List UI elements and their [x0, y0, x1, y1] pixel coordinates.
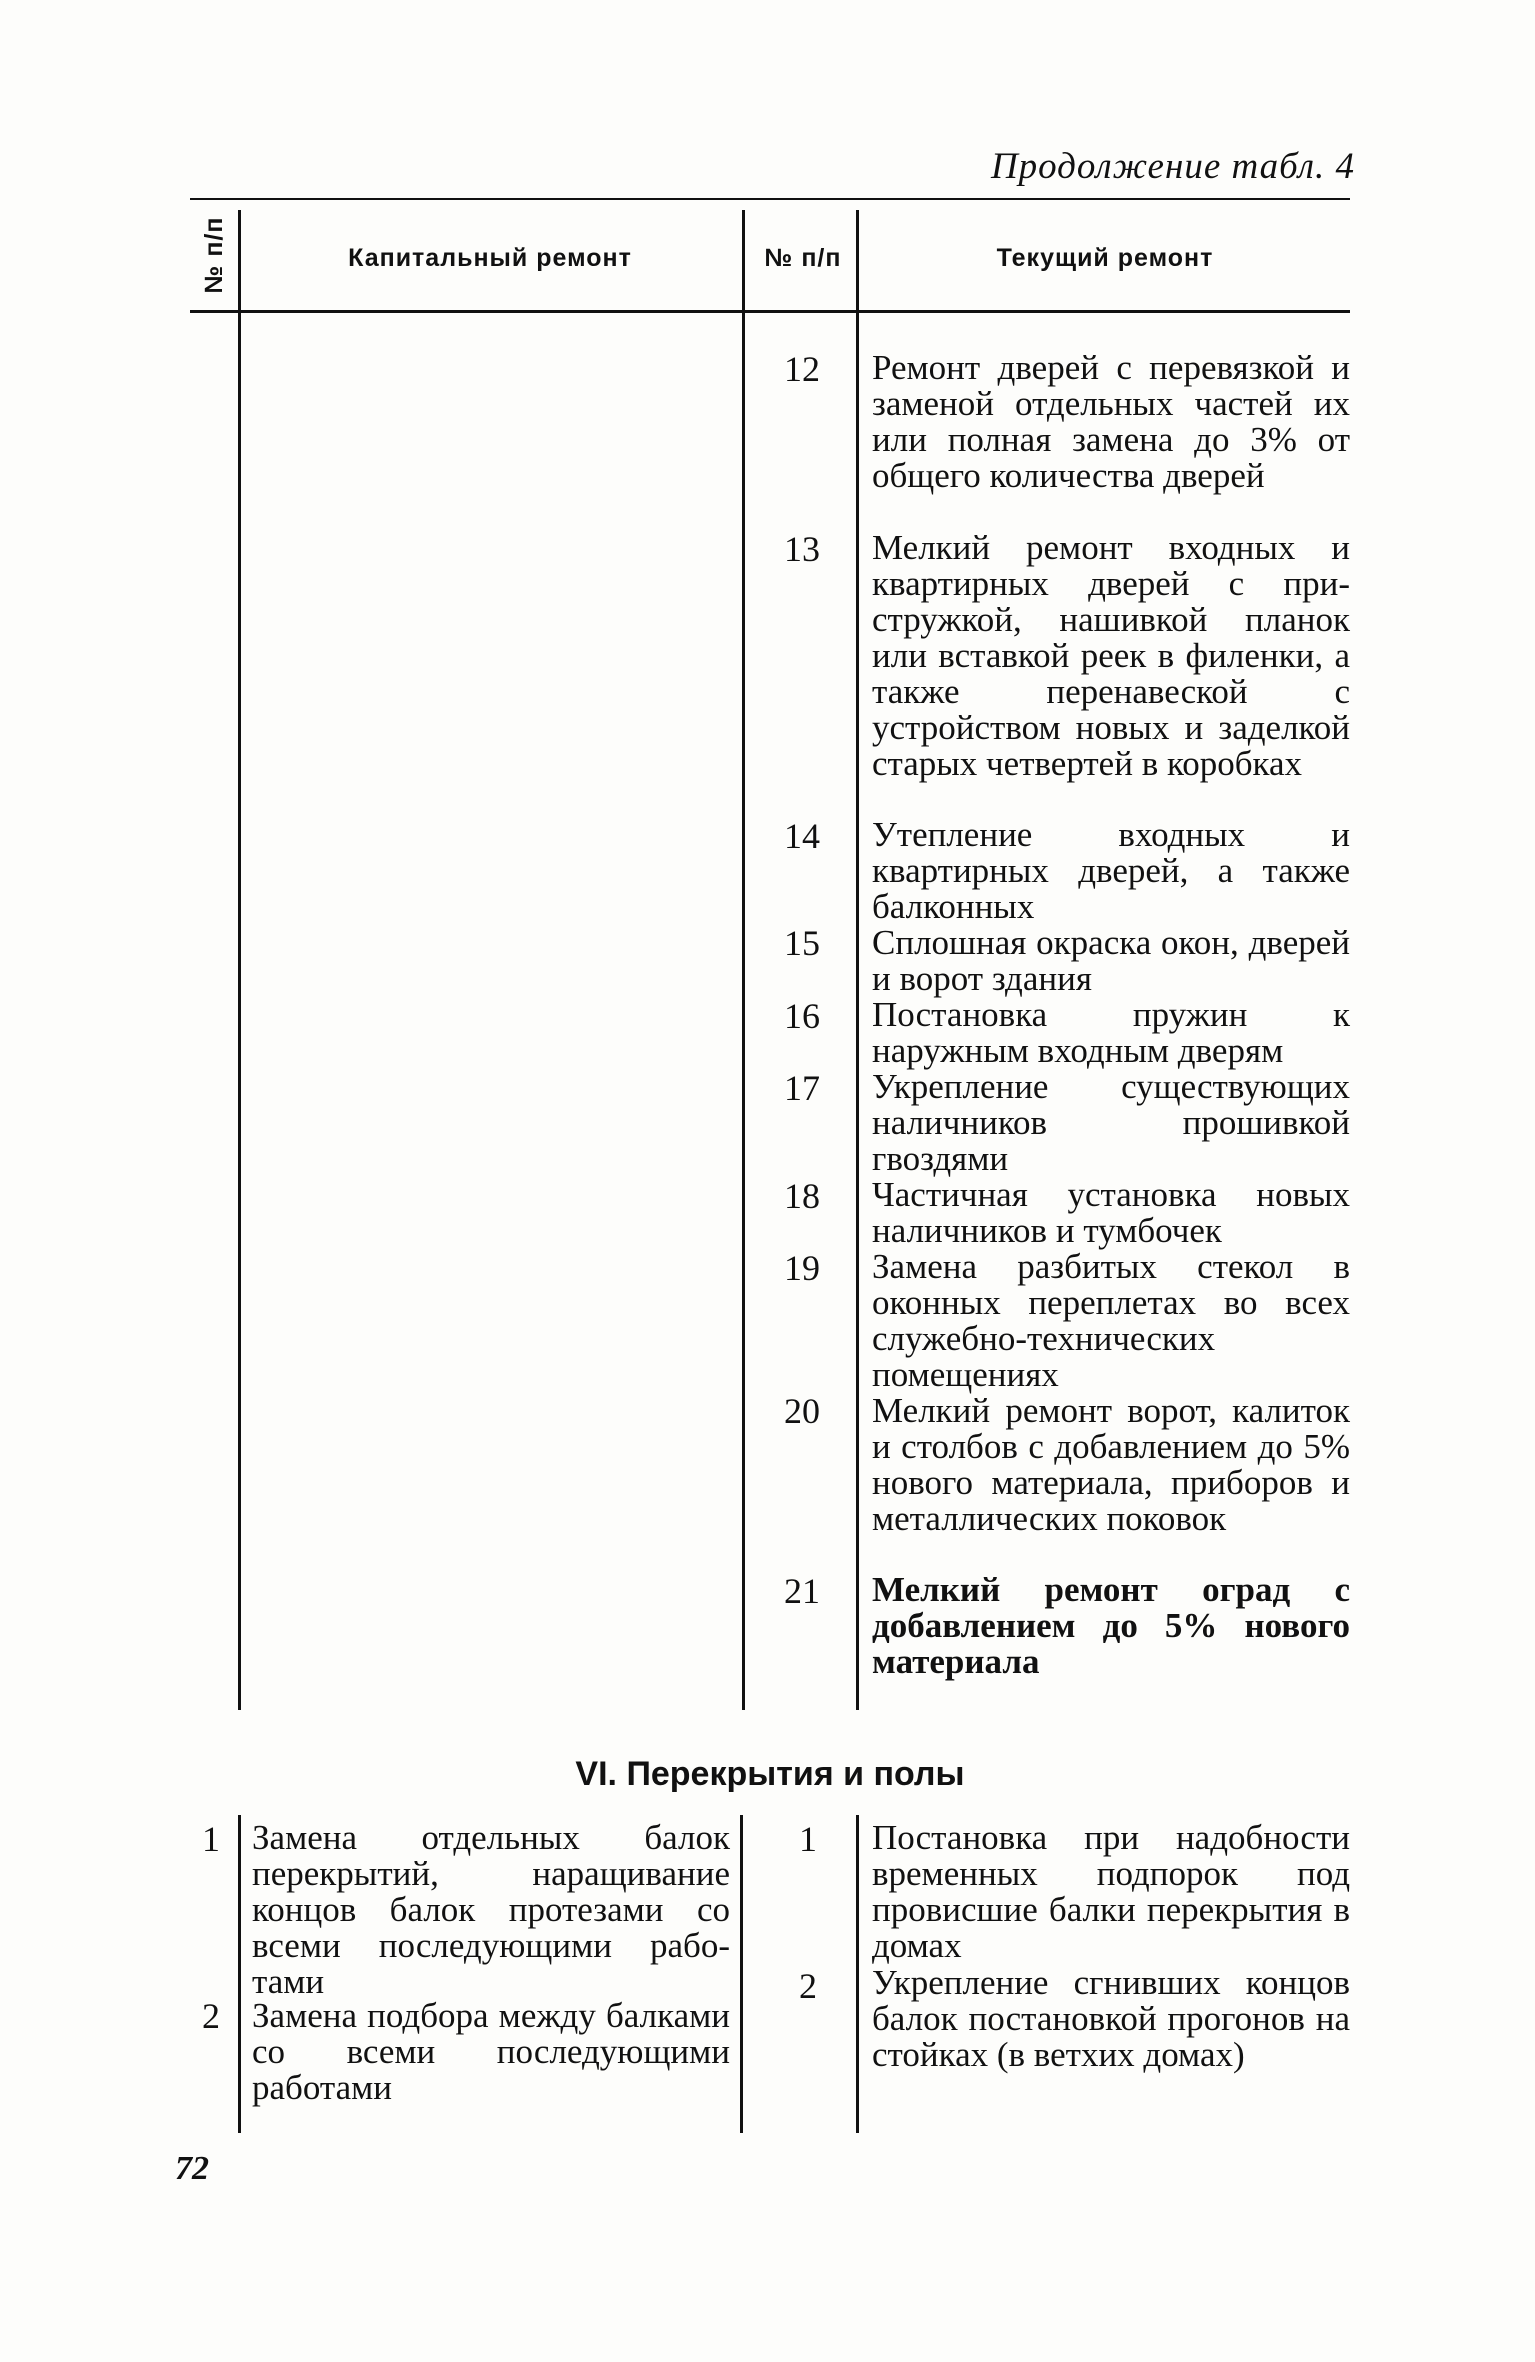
- row-text: Мелкий ремонт входных и квартирных дверей с пристружкой, нашивкой планок или вставкой реек в филенки, а также перенавеской с устройством новых и заделкой старых четвертей в коробках: [872, 528, 1350, 783]
- row-text: Замена подбора между балками со всеми последующими работами: [252, 1996, 730, 2107]
- row-number: 2: [799, 1966, 817, 2006]
- row-text: Укрепление сгнивших концов балок постановкой прогонов на стойках (в ветхих домах): [872, 1963, 1350, 2074]
- column-divider: [856, 1815, 859, 2133]
- column-divider: [740, 1815, 743, 2133]
- section-title: VI. Перекрытия и полы: [575, 1755, 965, 1793]
- row-number: 21: [784, 1571, 820, 1611]
- row-text: Мелкий ремонт ворот, калиток и столбов с добавлением до 5% нового материала, приборов и металлических поковок: [872, 1391, 1350, 1538]
- column-divider: [238, 1815, 241, 2133]
- header-num-a: № п/п: [200, 216, 228, 294]
- row-text: Мелкий ремонт оград с добавлением до 5% нового материала: [872, 1570, 1350, 1681]
- row-number: 12: [784, 349, 820, 389]
- row-number: 1: [202, 1819, 220, 1859]
- row-number: 17: [784, 1068, 820, 1108]
- header-current-repair: Текущий ремонт: [996, 244, 1214, 272]
- row-number: 20: [784, 1391, 820, 1431]
- header-bottom-rule: [190, 310, 1350, 313]
- row-text: Утепление входных и квартирных дверей, а также балконных: [872, 815, 1350, 926]
- column-divider: [856, 210, 859, 1710]
- row-number: 16: [784, 996, 820, 1036]
- page-number: 72: [175, 2150, 209, 2187]
- row-number: 18: [784, 1176, 820, 1216]
- row-text: Частичная установка новых наличников и тумбочек: [872, 1175, 1350, 1250]
- row-text: Укрепление существующих наличников прошивкой гвоздями: [872, 1067, 1350, 1178]
- row-text: Замена разбитых стекол в оконных переплетах во всех служебно-технических помещениях: [872, 1247, 1350, 1394]
- row-number: 15: [784, 923, 820, 963]
- table-caption: Продолжение табл. 4: [990, 146, 1355, 187]
- row-text: Постановка пружин к наружным входным дверям: [872, 995, 1350, 1070]
- row-number: 14: [784, 816, 820, 856]
- row-text: Замена отдельных балок перекрытий, наращивание концов балок протезами со всеми последующими работами: [252, 1818, 730, 2001]
- row-number: 2: [202, 1996, 220, 2036]
- column-divider: [238, 210, 241, 1710]
- row-text: Ремонт дверей с перевязкой и заменой отдельных частей их или полная замена до 3% от общего количества дверей: [872, 348, 1350, 495]
- row-number: 13: [784, 529, 820, 569]
- header-capital-repair: Капитальный ремонт: [348, 244, 632, 272]
- row-text: Сплошная окраска окон, дверей и ворот здания: [872, 923, 1350, 998]
- header-top-rule: [190, 198, 1350, 200]
- column-divider: [742, 210, 745, 1710]
- header-num-b: № п/п: [764, 244, 842, 272]
- row-text: Постановка при надобности временных подпорок под провисшие балки перекрытия в домах: [872, 1818, 1350, 1965]
- row-number: 19: [784, 1248, 820, 1288]
- row-number: 1: [799, 1819, 817, 1859]
